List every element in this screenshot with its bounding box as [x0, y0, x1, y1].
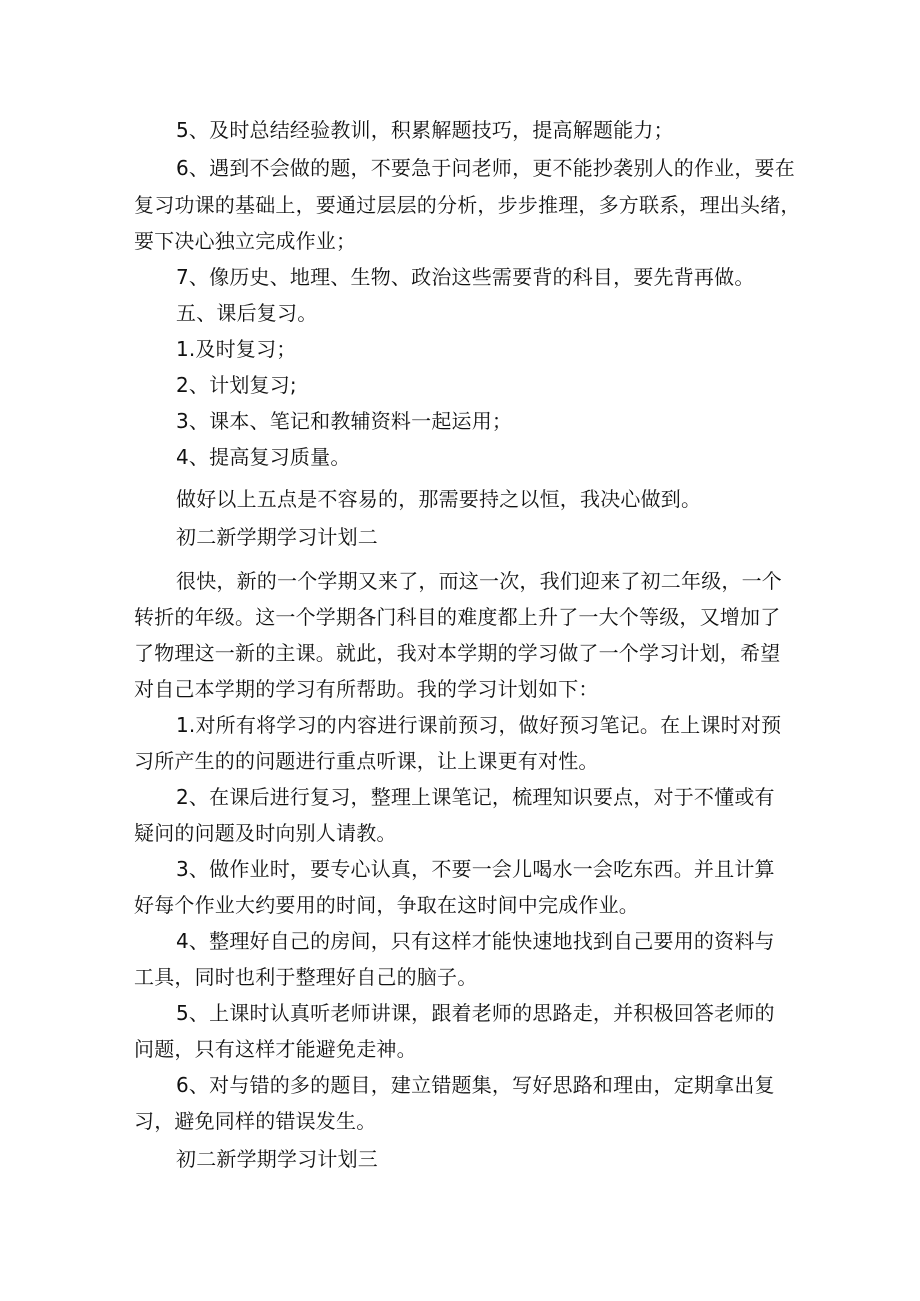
text-line: 4、提高复习质量。 [176, 445, 351, 469]
text-line: 好每个作业大约要用的时间，争取在这时间中完成作业。 [134, 893, 639, 917]
section-heading: 初二新学期学习计划三 [176, 1147, 378, 1171]
text-line: 转折的年级。这一个学期各门科目的难度都上升了一大个等级，又增加了 [134, 605, 781, 629]
text-line: 6、对与错的多的题目，建立错题集，写好思路和理由，定期拿出复 [176, 1073, 775, 1097]
text-line: 要下决心独立完成作业； [134, 229, 357, 253]
text-line: 3、课本、笔记和教辅资料一起运用； [176, 409, 513, 433]
section-heading: 五、课后复习。 [176, 301, 318, 325]
text-line: 疑问的问题及时向别人请教。 [134, 821, 397, 845]
text-line: 6、遇到不会做的题，不要急于问老师，更不能抄袭别人的作业，要在 [176, 156, 795, 180]
text-line: 工具，同时也利于整理好自己的脑子。 [134, 965, 478, 989]
section-heading: 初二新学期学习计划二 [176, 525, 378, 549]
text-line: 复习功课的基础上，要通过层层的分析，步步推理，多方联系，理出头绪， [134, 193, 801, 217]
text-line: 习所产生的的问题进行重点听课，让上课更有对性。 [134, 749, 599, 773]
text-line: 2、计划复习; [176, 373, 297, 397]
text-line: 问题，只有这样才能避免走神。 [134, 1037, 417, 1061]
text-line: 7、像历史、地理、生物、政治这些需要背的科目，要先背再做。 [176, 265, 755, 289]
text-line: 4、整理好自己的房间，只有这样才能快速地找到自己要用的资料与 [176, 929, 775, 953]
text-line: 很快，新的一个学期又来了，而这一次，我们迎来了初二年级，一个 [176, 569, 782, 593]
text-line: 对自己本学期的学习有所帮助。我的学习计划如下： [134, 677, 599, 701]
text-line: 习，避免同样的错误发生。 [134, 1109, 377, 1133]
text-line: 5、上课时认真听老师讲课，跟着老师的思路走，并积极回答老师的 [176, 1001, 775, 1025]
text-line: 2、在课后进行复习，整理上课笔记，梳理知识要点，对于不懂或有 [176, 785, 775, 809]
text-line: 3、做作业时，要专心认真，不要一会儿喝水一会吃东西。并且计算 [176, 857, 775, 881]
text-line: 了物理这一新的主课。就此，我对本学期的学习做了一个学习计划，希望 [134, 641, 781, 665]
text-line: 1.对所有将学习的内容进行课前预习，做好预习笔记。在上课时对预 [176, 713, 782, 737]
text-line: 做好以上五点是不容易的，那需要持之以恒，我决心做到。 [176, 487, 702, 511]
text-line: 1.及时复习； [176, 337, 297, 361]
text-line: 5、及时总结经验教训，积累解题技巧，提高解题能力； [176, 118, 674, 142]
